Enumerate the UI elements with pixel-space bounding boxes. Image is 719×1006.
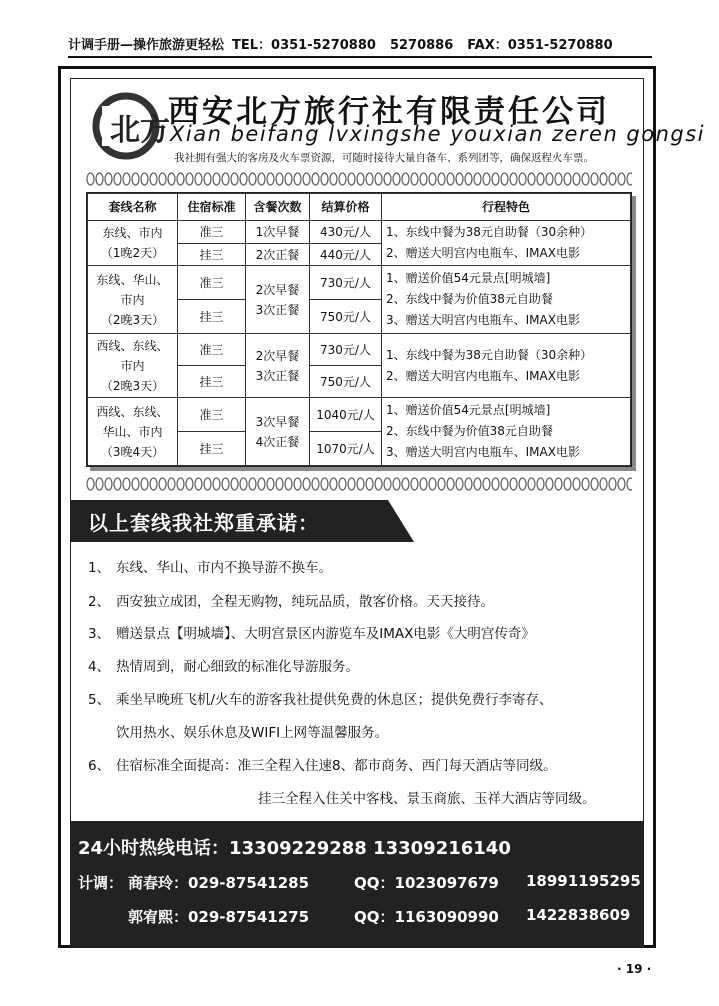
price-cell: 750元/人 [310,300,382,334]
page-header [68,32,652,58]
company-name-cn: 西安北方旅行社有限责任公司 [168,94,610,130]
contact-mobile-1: 18991195295 [526,872,641,890]
contact-qq-2: QQ：1163090990 [354,908,499,926]
company-logo-icon [92,88,170,160]
hotel-cell: 准三 [178,398,246,432]
col-header-features: 行程特色 [382,194,631,221]
company-name-en: Xian beifang lvxingshe youxian zeren gongsi [170,122,706,146]
header-tel2: 5270886 [389,38,454,53]
route-price-table [86,192,632,467]
header-title: 计调手册—操作旅游更轻松 [68,38,225,53]
contact-person-2: 郭宥熙：029-87541275 [128,908,310,926]
table-row [88,398,631,432]
meal-cell: 3次早餐 4次正餐 [246,398,310,466]
list-item: 2、 西安独立成团，全程无购物，纯玩品质，散客价格。天天接待。 [88,594,494,610]
meal-cell: 2次正餐 [246,243,310,266]
company-tagline: 我社拥有强大的客房及火车票资源，可随时接待大量自备车、系列团等，确保返程火车票。 [174,152,594,164]
contact-qq-1: QQ：1023097679 [354,874,499,892]
table-row [88,221,631,244]
table-row [88,333,631,365]
spiral-divider-top [86,171,632,187]
hotel-cell: 挂三 [178,366,246,398]
price-cell: 1040元/人 [310,398,382,432]
list-item: 5、 乘坐早晚班飞机/火车的游客我社提供免费的休息区；提供免费行李寄存、 [88,692,553,708]
list-item: 3、 赠送景点【明城墙】、大明宫景区内游览车及IMAX电影《大明宫传奇》 [88,626,535,642]
hotel-cell: 准三 [178,221,246,244]
hotline: 24小时热线电话：13309229288 13309216140 [78,838,511,859]
header-fax: FAX：0351-5270880 [467,38,613,53]
hotel-cell: 准三 [178,266,246,300]
route-name-cell: 西线、东线、 华山、市内 （3晚4天） [88,398,178,466]
price-cell: 1070元/人 [310,432,382,466]
list-item: 6、 住宿标准全面提高：准三全程入住速8、都市商务、西门每天酒店等同级。 [88,758,557,774]
contact-mobile-2: 1422838609 [526,906,631,924]
header-tel: TEL：0351-5270880 [232,38,376,53]
route-name-cell: 西线、东线、 市内 （2晚3天） [88,333,178,397]
features-cell: 1、东线中餐为38元自助餐（30余种） 2、赠送大明宫内电瓶车、IMAX电影 [382,333,631,397]
features-cell: 1、赠送价值54元景点[明城墙] 2、东线中餐为价值38元自助餐 3、赠送大明宫内电瓶车、IMAX电影 [382,398,631,466]
contact-person-1: 商春玲：029-87541285 [128,874,310,892]
hotel-cell: 挂三 [178,432,246,466]
price-cell: 440元/人 [310,243,382,266]
price-cell: 730元/人 [310,266,382,300]
meal-cell: 2次早餐 3次正餐 [246,333,310,397]
hotel-cell: 准三 [178,333,246,365]
meal-cell: 2次早餐 3次正餐 [246,266,310,334]
contact-block [70,822,644,948]
promise-banner-title: 以上套线我社郑重承诺： [88,511,319,535]
features-cell: 1、东线中餐为38元自助餐（30余种） 2、赠送大明宫内电瓶车、IMAX电影 [382,221,631,266]
route-name-cell: 东线、华山、 市内 （2晚3天） [88,266,178,334]
spiral-divider-bottom [86,476,632,492]
list-item: 4、 热情周到，耐心细致的标准化导游服务。 [88,659,359,675]
route-name-cell: 东线、市内 （1晚2天） [88,221,178,266]
list-item: 1、 东线、华山、市内不换导游不换车。 [88,560,332,576]
col-header-hotel: 住宿标准 [178,194,246,221]
features-cell: 1、赠送价值54元景点[明城墙] 2、东线中餐为价值38元自助餐 3、赠送大明宫内电瓶车、IMAX电影 [382,266,631,334]
price-cell: 430元/人 [310,221,382,244]
price-cell: 750元/人 [310,366,382,398]
page-number: · 19 · [617,962,652,976]
hotel-cell: 挂三 [178,243,246,266]
table-row [88,266,631,300]
table-header-row [88,194,631,221]
col-header-price: 结算价格 [310,194,382,221]
col-header-meals: 含餐次数 [246,194,310,221]
list-item-continuation: 饮用热水、娱乐休息及WIFI上网等温馨服务。 [116,725,389,741]
price-cell: 730元/人 [310,333,382,365]
meal-cell: 1次早餐 [246,221,310,244]
col-header-route: 套线名称 [88,194,178,221]
logo-text: 北方 [110,113,170,148]
contact-label: 计调： [78,874,124,892]
list-item-continuation: 挂三全程入住关中客栈、景玉商旅、玉祥大酒店等同级。 [258,791,596,807]
hotel-cell: 挂三 [178,300,246,334]
